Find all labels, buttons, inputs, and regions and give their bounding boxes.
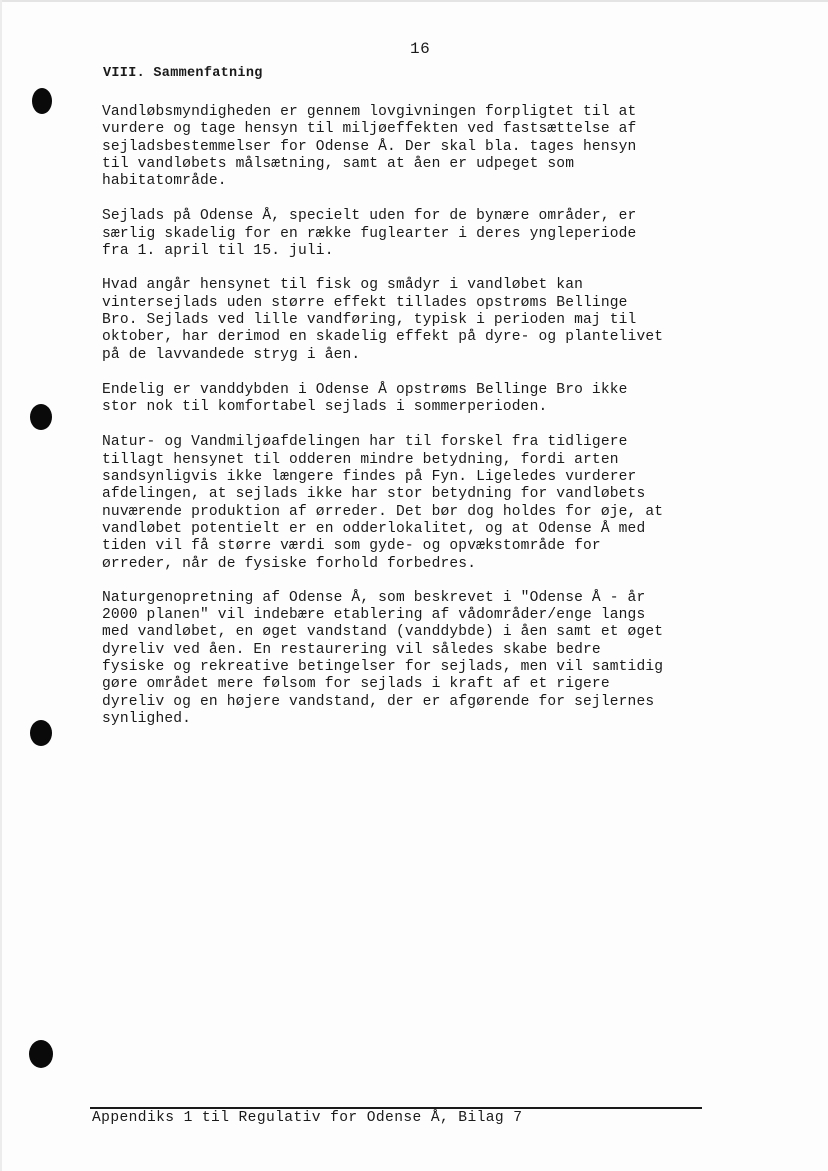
punch-hole-icon (30, 720, 52, 746)
punch-hole-icon (32, 88, 52, 114)
punch-hole-icon (30, 404, 52, 430)
scan-edge-top (0, 0, 828, 2)
paragraph-odder-oerred: Natur- og Vandmiljøafdelingen har til forskel fra tidligere tillagt hensynet til odderen mindre betydning, fordi arten sandsynligvis ikke længere findes på Fyn. Ligeledes vurderer afdelingen, at sejlads ikke har stor betydning for vandløbets nuværende produktion af ørreder. Det bør dog holdes for øje, at vandløbet potentielt er en odderlokalitet, og at Odense Å med tiden vil få større værdi som gyde- og opvækstområde for ørreder, når de fysiske forhold forbedres. (102, 434, 664, 572)
body-text (102, 104, 742, 746)
section-heading: VIII. Sammenfatning (103, 66, 263, 81)
paragraph-fuglearter: Sejlads på Odense Å, specielt uden for de bynære områder, er særlig skadelig for en række fuglearter i deres yngleperiode fra 1. april til 15. juli. (102, 208, 637, 260)
scan-edge-left (0, 0, 2, 1171)
page-number: 16 (410, 40, 431, 58)
footer-divider (90, 1107, 702, 1109)
paragraph-naturgenopretning: Naturgenopretning af Odense Å, som beskrevet i "Odense Å - år 2000 planen" vil indebære etablering af vådområder/enge langs med vandløbet, en øget vandstand (vanddybde) i åen samt et øget dyreliv ved åen. En restaurering vil således skabe bedre fysiske og rekreative betingelser for sejlads, men vil samtidig gøre området mere følsom for sejlads i kraft af et rigere dyreliv og en højere vandstand, der er afgørende for sejlernes synlighed. (102, 589, 664, 727)
paragraph-lovgivning: Vandløbsmyndigheden er gennem lovgivningen forpligtet til at vurdere og tage hensyn til miljøeffekten ved fastsættelse af sejladsbestemmelser for Odense Å. Der skal bla. tages hensyn til vandløbets målsætning, samt at åen er udpeget som habitatområde. (102, 104, 637, 190)
paragraph-vanddybde: Endelig er vanddybden i Odense Å opstrøms Bellinge Bro ikke stor nok til komfortabel sejlads i sommerperioden. (102, 381, 628, 416)
paragraph-fisk-smaadyr: Hvad angår hensynet til fisk og smådyr i vandløbet kan vintersejlads uden større effekt tillades opstrøms Bellinge Bro. Sejlads ved lille vandføring, typisk i perioden maj til oktober, har derimod en skadelig effekt på dyre- og plantelivet på de lavvandede stryg i åen. (102, 277, 664, 363)
page-footer: Appendiks 1 til Regulativ for Odense Å, Bilag 7 (92, 1110, 523, 1126)
punch-hole-icon (29, 1040, 53, 1068)
